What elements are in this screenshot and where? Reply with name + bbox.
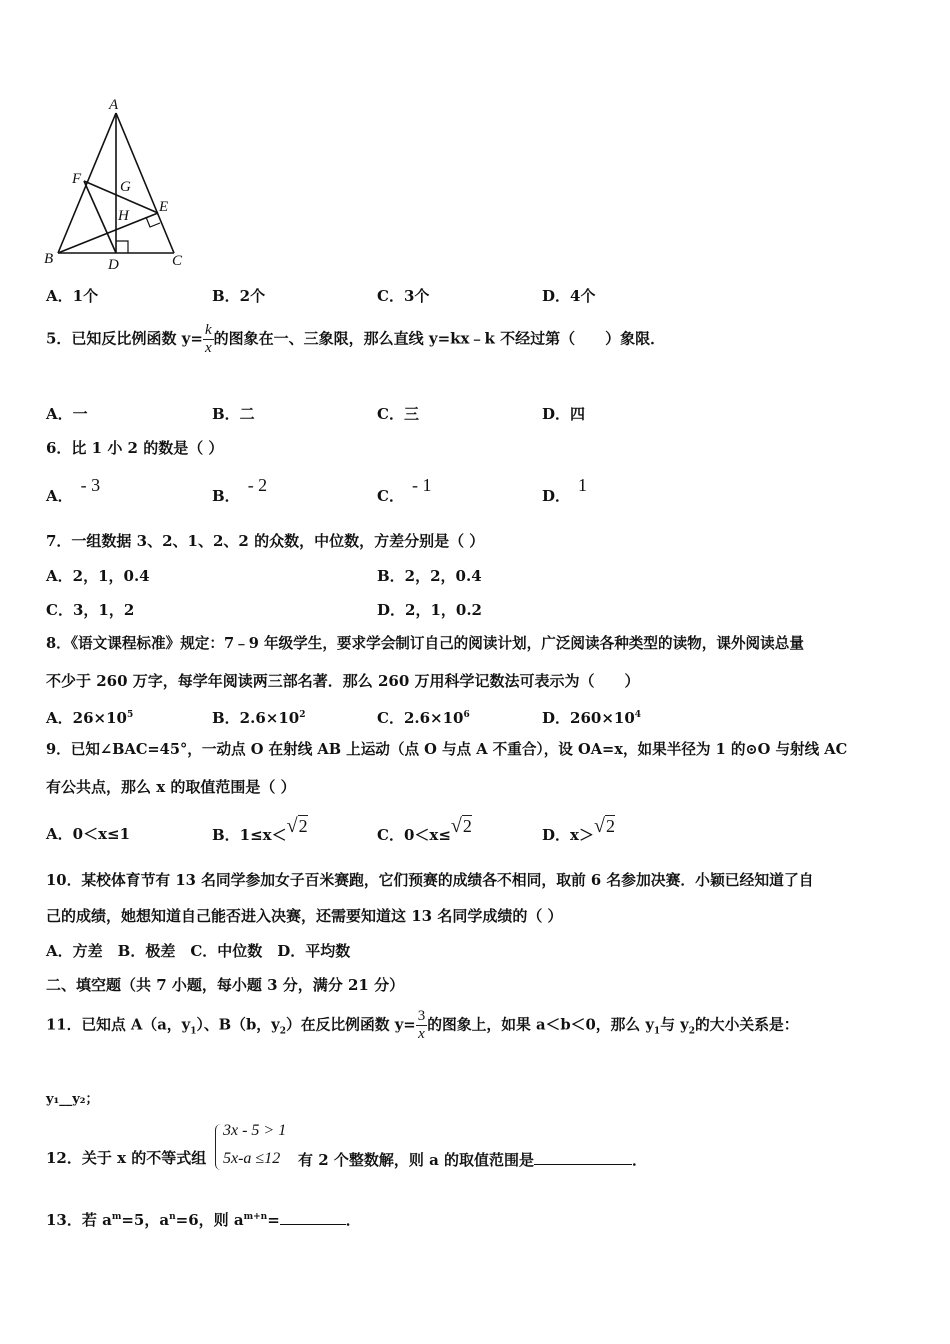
q8-option-d: D．$260\times 10^4$ — [542, 709, 642, 727]
q12-answer-blank[interactable] — [534, 1148, 632, 1165]
sqrt-symbol: √2 — [286, 815, 308, 837]
q8-option-a: A．$26\times 10^5$ — [46, 709, 134, 727]
q9-option-b: B．1≤x＜√2 — [212, 815, 308, 844]
q11-fraction: $\frac{3}{x}$ — [417, 1008, 426, 1042]
q5-option-d: D．四 — [542, 405, 586, 423]
label-a: A — [109, 97, 119, 113]
q6-stem: 6．比 1 小 2 的数是（ ） — [46, 439, 224, 457]
q12-stem: 12．关于 x 的不等式组 — [46, 1149, 207, 1167]
q12-inequality-1: 3x - 5 > 1 — [223, 1122, 287, 1139]
label-g: G — [120, 179, 131, 195]
q13-stem: 13．若 $a^m=5$，$a^n=6$，则 $a^{m+n}=$ ． — [46, 1207, 361, 1230]
q9-option-c: C．0＜x≤√2 — [377, 815, 472, 844]
q10-stem-line1: 10．某校体育节有 13 名同学参加女子百米赛跑，它们预赛的成绩各不相同，取前 6 名参加决赛．小颖已经知道了自 — [46, 872, 814, 889]
q7-stem: 7．一组数据 3、2、1、2、2 的众数，中位数，方差分别是（ ） — [46, 532, 485, 550]
q11-answer-line: y₁__y₂； — [46, 1092, 99, 1107]
q9-stem-line1: 9．已知∠BAC=45°，一动点 O 在射线 AB 上运动（点 O 与点 A 不重合），设 OA=x，如果半径为 1 的⊙O 与射线 AC — [46, 741, 848, 758]
q4-option-d: D．4个 — [542, 287, 596, 305]
q12-inequality-2: 5x-a ≤12 — [223, 1150, 281, 1167]
label-e: E — [159, 199, 169, 215]
q10-stem-line2: 己的成绩，她想知道自己能否进入决赛，还需要知道这 13 名同学成绩的（ ） — [46, 907, 563, 925]
segment-fd — [84, 181, 116, 253]
q8-stem-line2: 不少于 260 万字，每学年阅读两三部名著．那么 260 万用科学记数法可表示为（ ） — [46, 672, 640, 690]
q7-option-d: D．2，1，0.2 — [377, 601, 482, 619]
q9-stem-line2: 有公共点，那么 x 的取值范围是（ ） — [46, 778, 296, 796]
q12-stem-post: 有 2 个整数解，则 a 的取值范围是 ． — [298, 1148, 647, 1170]
q8-stem-line1: 8．《语文课程标准》规定：7﹣9 年级学生，要求学会制订自己的阅读计划，广泛阅读各种类型的读物，课外阅读总量 — [46, 635, 804, 652]
q5-fraction: $\frac{k}{x}$ — [204, 322, 212, 356]
sqrt-symbol: √2 — [450, 815, 472, 837]
q7-option-a: A．2，1，0.4 — [46, 567, 150, 585]
section-2-heading: 二、填空题（共 7 小题，每小题 3 分，满分 21 分） — [46, 976, 405, 994]
triangle-figure — [40, 95, 200, 275]
segment-be — [58, 213, 158, 253]
label-f: F — [72, 171, 82, 187]
q11-stem: 11．已知点 A（a，$y_1$）、B（b，$y_2$）在反比例函数 y= $\frac{3}{x}$ 的图象上，如果 a＜b＜0，那么 $y_1$与 $y_2$的大小关系是： — [46, 1008, 799, 1042]
q8-option-c: C．$2.6\times 10^6$ — [377, 709, 470, 727]
q12-brace — [215, 1124, 222, 1170]
q10-options: A．方差 B．极差 C．中位数 D．平均数 — [46, 942, 351, 960]
q6-option-c: C．- 1 — [377, 475, 432, 505]
q6-option-d: D．1 — [542, 475, 588, 505]
label-b: B — [44, 251, 54, 267]
q5-option-c: C．三 — [377, 405, 419, 423]
right-angle-d — [116, 241, 128, 253]
q4-option-c: C．3个 — [377, 287, 430, 305]
q4-option-b: B．2个 — [212, 287, 266, 305]
label-d: D — [108, 257, 119, 273]
q8-option-b: B．$2.6\times 10^2$ — [212, 709, 306, 727]
q5-option-a: A．一 — [46, 405, 88, 423]
sqrt-symbol: √2 — [593, 815, 615, 837]
q7-option-c: C．3，1，2 — [46, 601, 135, 619]
q5-option-b: B．二 — [212, 405, 255, 423]
right-angle-e — [146, 217, 160, 227]
q9-option-a: A．0＜x≤1 — [46, 825, 131, 843]
label-h: H — [118, 208, 129, 224]
label-c: C — [172, 253, 183, 269]
q5-stem: 5．已知反比例函数 y= $\frac{k}{x}$ 的图象在一、三象限，那么直线 y=kx﹣k 不经过第（ ）象限． — [46, 322, 666, 356]
q4-option-a: A．1个 — [46, 287, 99, 305]
q9-option-d: D．x＞√2 — [542, 815, 615, 844]
q6-option-b: B．- 2 — [212, 475, 268, 505]
q6-option-a: A．- 3 — [46, 475, 101, 505]
q7-option-b: B．2，2，0.4 — [377, 567, 482, 585]
q13-answer-blank[interactable] — [280, 1208, 346, 1225]
